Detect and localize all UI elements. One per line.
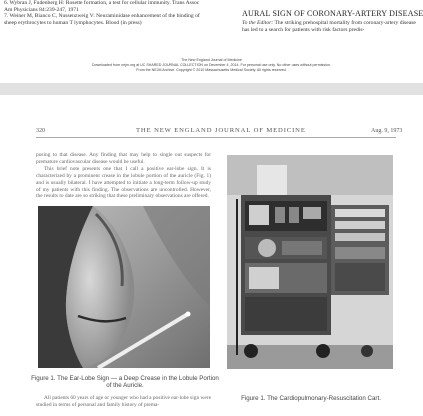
page-number: 320 bbox=[36, 128, 45, 134]
body-paragraph: This brief note presents one that I call a positive ear-lobe sign. It is characterized by a prominent crease in the lobule portion of the auricle (Fig. 1) and is usually bilateral. I have attempted to initiate a long-term follow-up study of my patients with this finding. The observations are uncontrolled. However, the results to date are so striking that these preliminary observations are offered. bbox=[36, 165, 211, 200]
letter-opening bbox=[242, 20, 422, 34]
journal-page bbox=[0, 95, 423, 416]
reference-item: 7. Weiner M, Bianco C, Nussenzweig V: Neuraminidase enhancement of the binding of sheep erythrocytes to human T lymphocytes. Blood (in press) bbox=[4, 13, 200, 26]
figure-caption-cart: Figure 1. The Cardiopulmonary-Resuscitation Cart. bbox=[241, 395, 381, 402]
figure-caption-ear: Figure 1. The Ear-Lobe Sign — a Deep Crease in the Lobule Portion of the Auricle. bbox=[31, 375, 219, 390]
download-notice-line: From the NEJM Archive. Copyright © 2010 Massachusetts Medical Society. All rights reserved. bbox=[136, 68, 287, 72]
body-paragraph: posing to that disease. Any finding that may help to single out suspects for premature cardiovascular disease would be useful. bbox=[36, 152, 211, 165]
running-header: THE NEW ENGLAND JOURNAL OF MEDICINE bbox=[136, 127, 306, 134]
body-paragraph: All patients 60 years of age or younger who had a positive ear-lobe sign were studied in terms of personal and family history of prema- bbox=[36, 395, 211, 408]
reference-list bbox=[4, 0, 204, 26]
article-body bbox=[36, 152, 211, 200]
header-rule bbox=[36, 137, 396, 138]
page-separator bbox=[0, 83, 423, 95]
issue-date: Aug. 9, 1973 bbox=[371, 128, 403, 134]
letter-body: The striking prehospital mortality from coronary-artery disease has led to a search for patients with risk factors predis- bbox=[242, 20, 416, 33]
letter-salutation: To the Editor: bbox=[242, 20, 274, 26]
previous-page-fragment bbox=[0, 0, 423, 83]
ear-lobe-photo bbox=[38, 206, 210, 368]
download-notice-line: The New England Journal of Medicine bbox=[181, 58, 242, 62]
download-notice-line: Downloaded from nejm.org at UC SHARED JOURNAL COLLECTION on December 4, 2014. For personal use only. No other uses without permission. bbox=[92, 63, 331, 67]
download-notice bbox=[0, 58, 423, 73]
reference-item: 6. Wybran J, Fudenberg H: Rosette formation, a test for cellular immunity. Trans Assoc Am Physicians 84:239-247, 1971 bbox=[4, 0, 200, 13]
resuscitation-cart-photo bbox=[227, 155, 393, 369]
letter-title: AURAL SIGN OF CORONARY-ARTERY DISEASE bbox=[242, 9, 423, 18]
